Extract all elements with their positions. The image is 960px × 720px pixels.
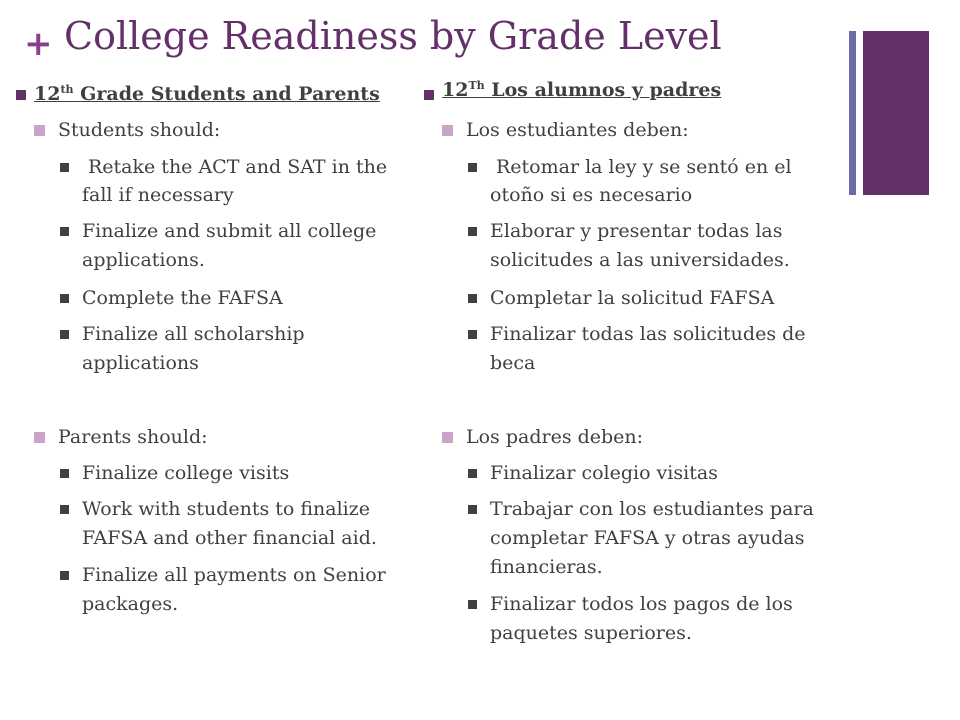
list-item-line: Finalizar colegio visitas xyxy=(490,462,718,484)
bullet-square xyxy=(468,469,477,478)
list-item-line: financieras. xyxy=(490,556,603,578)
bullet-square xyxy=(60,571,69,580)
spanish-heading xyxy=(442,76,721,104)
heading-text: Los alumnos y padres xyxy=(484,79,722,101)
heading-number: 12 xyxy=(34,83,61,105)
heading-number: 12 xyxy=(442,79,469,101)
bullet-square xyxy=(468,600,477,609)
bullet-square xyxy=(468,227,477,236)
english-heading xyxy=(34,80,380,108)
parents-label: Los padres deben: xyxy=(466,426,644,448)
list-item-line: fall if necessary xyxy=(82,184,234,206)
page-title: College Readiness by Grade Level xyxy=(64,14,722,58)
bullet-square xyxy=(60,294,69,303)
accent-bar-thick xyxy=(863,31,929,195)
list-item-line: completar FAFSA y otras ayudas xyxy=(490,527,805,549)
bullet-square xyxy=(442,432,453,443)
bullet-square xyxy=(468,163,477,172)
list-item-line: applications. xyxy=(82,249,205,271)
bullet-square xyxy=(468,505,477,514)
bullet-square xyxy=(424,90,434,100)
list-item-line: Finalizar todos los pagos de los xyxy=(490,593,793,615)
bullet-square xyxy=(16,90,26,100)
list-item-line: Finalize college visits xyxy=(82,462,290,484)
list-item-line: Complete the FAFSA xyxy=(82,287,283,309)
list-item-line: Completar la solicitud FAFSA xyxy=(490,287,775,309)
list-item-line: solicitudes a las universidades. xyxy=(490,249,790,271)
bullet-square xyxy=(60,227,69,236)
bullet-square xyxy=(60,163,69,172)
bullet-square xyxy=(468,330,477,339)
list-item-line: Finalizar todas las solicitudes de xyxy=(490,323,806,345)
list-item-line: Work with students to finalize xyxy=(82,498,371,520)
students-label: Los estudiantes deben: xyxy=(466,119,689,141)
parents-label: Parents should: xyxy=(58,426,208,448)
list-item-line: packages. xyxy=(82,593,179,615)
bullet-square xyxy=(442,125,453,136)
list-item-line: Finalize and submit all college xyxy=(82,220,377,242)
heading-superscript: Th xyxy=(468,79,485,92)
list-item-line: Retomar la ley y se sentó en el xyxy=(496,156,792,178)
list-item-line: Elaborar y presentar todas las xyxy=(490,220,783,242)
list-item-line: FAFSA and other financial aid. xyxy=(82,527,377,549)
bullet-square xyxy=(60,505,69,514)
heading-text: Grade Students and Parents xyxy=(73,83,380,105)
students-label: Students should: xyxy=(58,119,221,141)
list-item-line: paquetes superiores. xyxy=(490,622,692,644)
bullet-square xyxy=(34,125,45,136)
list-item-line: otoño si es necesario xyxy=(490,184,693,206)
list-item-line: Finalize all payments on Senior xyxy=(82,564,386,586)
plus-icon: + xyxy=(24,24,53,64)
list-item-line: applications xyxy=(82,352,199,374)
list-item-line: Trabajar con los estudiantes para xyxy=(490,498,814,520)
bullet-square xyxy=(34,432,45,443)
list-item-line: Retake the ACT and SAT in the xyxy=(88,156,388,178)
heading-superscript: th xyxy=(60,83,74,96)
list-item-line: Finalize all scholarship xyxy=(82,323,305,345)
bullet-square xyxy=(60,330,69,339)
list-item-line: beca xyxy=(490,352,536,374)
accent-bar-thin xyxy=(849,31,856,195)
bullet-square xyxy=(468,294,477,303)
bullet-square xyxy=(60,469,69,478)
